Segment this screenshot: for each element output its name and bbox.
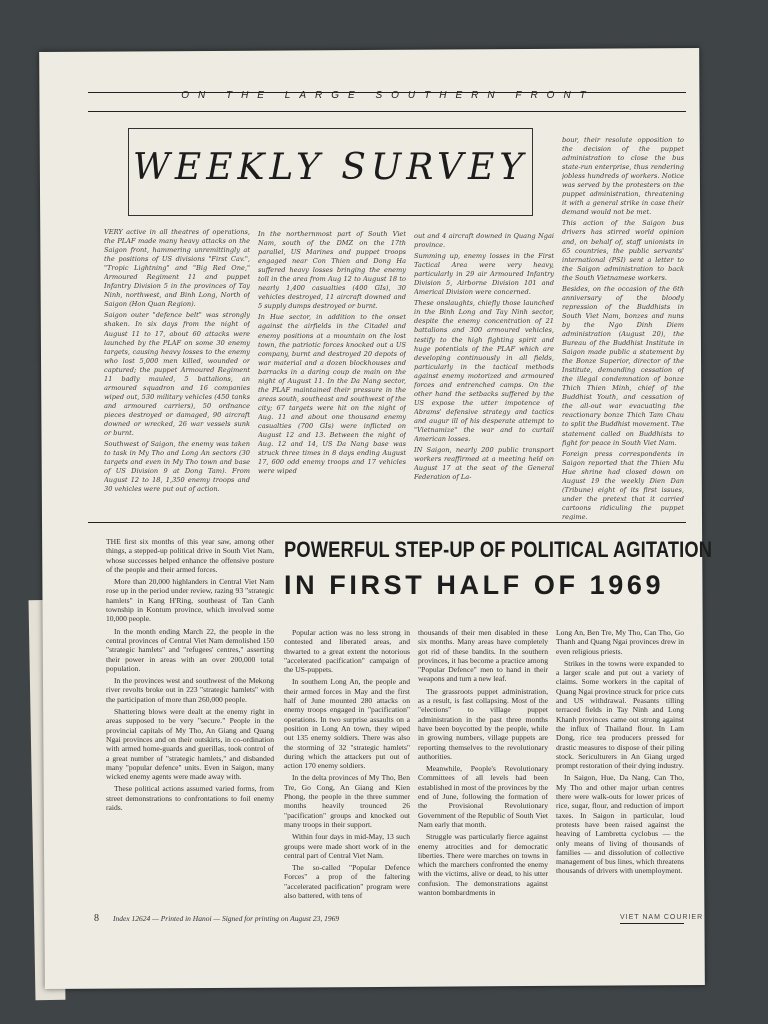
paragraph: In the provinces west and southwest of the Mekong river revolts broke out in 223 "strategic hamlets" with the participation of more than 260,000 people.: [106, 676, 274, 704]
paragraph: Southwest of Saigon, the enemy was taken to task in My Tho and Long An sectors (30 targets and even in My Tho town and base of US Division 9 at Dong Tam). From August 12 to 18, 1,350 enemy troops and 30 vehicles were put out of action.: [104, 440, 250, 494]
paragraph: These political actions assumed varied forms, from street demonstrations to confrontations to foil enemy raids.: [106, 784, 274, 813]
paragraph: THE first six months of this year saw, among other things, a stepped-up political drive in South Viet Nam, whose successes helped enhance the offensive posture of the people and their armed forces.: [106, 537, 274, 574]
survey-column-2: [258, 230, 406, 515]
paragraph: Struggle was particularly fierce against enemy atrocities and for democratic liberties. There were marches on towns in which the marchers confronted the enemy with the victims, alive or dead, to his utter confusion. The demonstrations against wanton bombardments in: [418, 832, 548, 898]
paragraph: Foreign press correspondents in Saigon reported that the Thien Mu Hue shrine had closed down on August 19 the weekly Dien Dan (Tribune) eight of its first issues, under the pretext that it carried cartoons ridiculing the puppet regime.: [562, 449, 684, 520]
paragraph: In Saigon, Hue, Da Nang, Can Tho, My Tho and other major urban centres there were walk-outs for lower prices of rice, sugar, flour, and reduction of import taxes. In Saigon in particular, loud protests have been raised against the heaving of Lambretta cyclobus — the only means of living of thousands of families — and dissolution of collective management of bus lines, which threatens thousands of drivers with unemployment.: [556, 773, 684, 876]
publication-name: VIET NAM COURIER: [620, 914, 704, 921]
paragraph: Meanwhile, People's Revolutionary Committees of all levels had been established in most of the provinces by the end of June, following the formation of the Provisional Revolutionary Government of the Republic of South Viet Nam early that month.: [418, 764, 548, 829]
paragraph: Summing up, enemy losses in the First Tactical Area were very heavy, particularly in 29 air Armoured Infantry Division 5, Airborne Division 101 and Americal Division were concerned.: [414, 252, 554, 297]
page-number: 8: [94, 913, 99, 924]
article-headline-line-2: IN FIRST HALF OF 1969: [284, 570, 665, 600]
page-title: WEEKLY SURVEY: [132, 147, 529, 188]
survey-column-1: [104, 228, 250, 516]
paragraph: thousands of their men disabled in these six months. Many areas have completely got rid of these bandits. In the southern provinces, it has become a practice among "Popular Defence" men to hand in their weapons and turn a new leaf.: [418, 628, 548, 684]
paragraph: The so-called "Popular Defence Forces" a prop of the faltering "accelerated pacification" program were also battered, with tens of: [284, 863, 410, 901]
paragraph: Saigon outer "defence belt" was strongly shaken. In six days from the night of August 11 to 17, about 60 attacks were launched by the PLAF on some 30 enemy targets, causing heavy losses to the enemy who lost 5,000 men killed, wounded or captured; the puppet Armoured Regiment 11 badly mauled, 5 battalions, an armoured squadron and 16 companies wiped out, 530 military vehicles (450 tanks and armoured carriers), 50 ordnance pieces destroyed or damaged, 90 aircraft downed or wrecked, 26 war vessels sunk or burnt.: [104, 311, 250, 438]
paragraph: out and 4 aircraft downed in Quang Ngai province.: [414, 232, 554, 250]
paragraph: Within four days in mid-May, 13 such groups were made short work of in the central part of Central Viet Nam.: [284, 832, 410, 860]
paragraph: IN Saigon, nearly 200 public transport workers reaffirmed at a meeting held on August 17 at the seat of the General Federation of La-: [414, 446, 554, 482]
article-column-3: [418, 628, 548, 908]
paragraph: Shattering blows were dealt at the enemy right in areas supposed to be very "secure." People in the provincial capitals of My Tho, An Giang and Quang Ngai provinces and on their outskirts, in co-ordination with armed home-guards and guerillas, took control of a great number of "strategic hamlets," and disbanded many "popular defence" units. Even in Saigon, many wicked enemy agents were made away with.: [106, 707, 274, 782]
section-divider: [88, 522, 686, 523]
paragraph: In the delta provinces of My Tho, Ben Tre, Go Cong, An Giang and Kien Phong, the people in the three summer months heavily trounced 26 "pacification" groups and knocked out many troops in their support.: [284, 773, 410, 829]
imprint-line: Index 12624 — Printed in Hanoi — Signed for printing on August 23, 1969: [113, 914, 340, 923]
paragraph: Popular action was no less strong in contested and liberated areas, and thwarted to a great extent the notorious "accelerated pacification" campaign of the US-puppets.: [284, 628, 410, 675]
paragraph: Long An, Ben Tre, My Tho, Can Tho, Go Thanh and Quang Ngai provinces drew in even religious priests.: [556, 628, 684, 656]
paragraph: Besides, on the occasion of the 6th anniversary of the bloody repression of the Buddhists in South Viet Nam, bonzes and nuns by the Ngo Dinh Diem administration (August 20), the Bureau of the Buddhist Institute in Saigon made public a statement by the Bonze Superior, director of the Institute, demanding cessation of the illegal condemnation of bonze Thich Thien Minh, chief of the Buddhist Youth, and cessation of the all-out war evacuating the reactionary bonze Thich Tam Chau to split the Buddhist movement. The statement called on Buddhists to fight for peace in South Viet Nam.: [562, 284, 684, 447]
paragraph: Strikes in the towns were expanded to a larger scale and put out a variety of claims. Some workers in the capital of Quang Ngai province struck for price cuts and US withdrawal. Peasants tilling terraced fields in Tay Ninh and Long Khanh provinces came out strong against the influx of Thailand flour. In Lam Dong, rice tea producers pressed for drastic measures to dispose of their piling stock. Sericulturers in An Giang urged prompt restoration of their dying industry.: [556, 658, 684, 771]
page-footer: [94, 913, 414, 924]
survey-column-4: [562, 136, 684, 520]
paragraph: bour, their resolute opposition to the decision of the puppet administration to close the bus state-run enterprise, thus rendering jobless hundreds of workers. Notice was served by the protesters on the puppet administration, threatening it with a general strike in case their demand would not be met.: [562, 136, 684, 217]
article-column-1: [106, 537, 274, 909]
paragraph: In the northernmost part of South Viet Nam, south of the DMZ on the 17th parallel, US Marines and puppet troops engaged near Con Thien and Dong Ha suffered heavy losses bringing the enemy toll in the area from Aug 12 to August 18 to nearly 1,400 casualties (400 GIs), 30 vehicles destroyed, 11 aircraft downed and 5 supply dumps destroyed or burnt.: [258, 230, 406, 311]
paragraph: This action of the Saigon bus drivers has stirred world opinion and, on behalf of, staff unionists in 65 countries, the public servants' international (PSI) sent a letter to the Saigon administration to back the South Vietnamese workers.: [562, 219, 684, 282]
paragraph: More than 20,000 highlanders in Central Viet Nam rose up in the period under review, razing 93 "strategic hamlets" in Kang H'Ring, southeast of Tan Canh township in Kontum province, which involved some 10,000 people.: [106, 577, 274, 624]
article-headline-line-1: POWERFUL STEP-UP OF POLITICAL AGITATION: [284, 537, 713, 562]
paragraph: In the month ending March 22, the people in the central provinces of Central Viet Nam demolished 150 "strategic hamlets" and "refugees' centres," asserting their power in areas with an over 200,000 total population.: [106, 626, 274, 673]
title-box: [128, 128, 533, 216]
section-kicker: ON THE LARGE SOUTHERN FRONT: [181, 90, 595, 101]
paragraph: These onslaughts, chiefly those launched in the Binh Long and Tay Ninh sector, despite the enemy concentration of 21 battalions and 300 armoured vehicles, testify to the high fighting spirit and huge potentials of the PLAF which are developing continuously in all fields, particularly in the tactical methods against enemy motorized and armoured forces and entrenched camps. On the other hand the setbacks suffered by the US expose the utter impotence of Abrams' defensive strategy and tactics and augur ill of his desperate attempt to "Vietnamize" the war and to curtail American losses.: [414, 299, 554, 444]
survey-column-3: [414, 232, 554, 515]
paragraph: VERY active in all theatres of operations, the PLAF made many heavy attacks on the Saigon front, hammering unremittingly at the positions of US divisions "First Cav.", "Tropic Lightning" and "Big Red One," Armoured Regiment 11 and puppet Infantry Division 5 in the provinces of Tay Ninh, northwest, and Binh Long, North of Saigon (Hon Quan Region).: [104, 228, 250, 309]
paragraph: In southern Long An, the people and their armed forces in May and the first half of June mounted 280 attacks on enemy troops engaged in "pacification" operations. In two surprise assaults on a position in Long An town, they wiped out 135 enemy soldiers. There was also the storming of 32 "strategic hamlets" during which the attackers put out of action 170 enemy soldiers.: [284, 677, 410, 771]
footer-rule: [620, 923, 684, 924]
article-column-4: [556, 628, 684, 908]
paragraph: In Hue sector, in addition to the onset against the airfields in the Citadel and enemy positions at a mountain on the lost town, the patriotic forces knocked out a US company, burnt and destroyed 20 depots of war material and a dozen blockhouses and barracks in a daring coup de main on the night of August 11. In the Da Nang sector, the PLAF maintained their pressure in the areas south, southeast and southwest of the city; 67 targets were hit on the night of Aug. 11 and about one thousand enemy casualties (700 GIs) were inflicted on August 12 and 13. Between the night of Aug. 12 and 14, US Da Nang base was struck three times in 8 days ending August 17, 600 odd enemy troops and 17 vehicles were wiped: [258, 313, 406, 476]
paragraph: The grassroots puppet administration, as a result, is fast collapsing. Most of the "elections" to village puppet administration in the past three months have been boycotted by the people, while in growing numbers, village puppets are reporting themselves to the revolutionary authorities.: [418, 686, 548, 761]
article-column-2: [284, 628, 410, 908]
kicker-rule: [88, 111, 686, 112]
